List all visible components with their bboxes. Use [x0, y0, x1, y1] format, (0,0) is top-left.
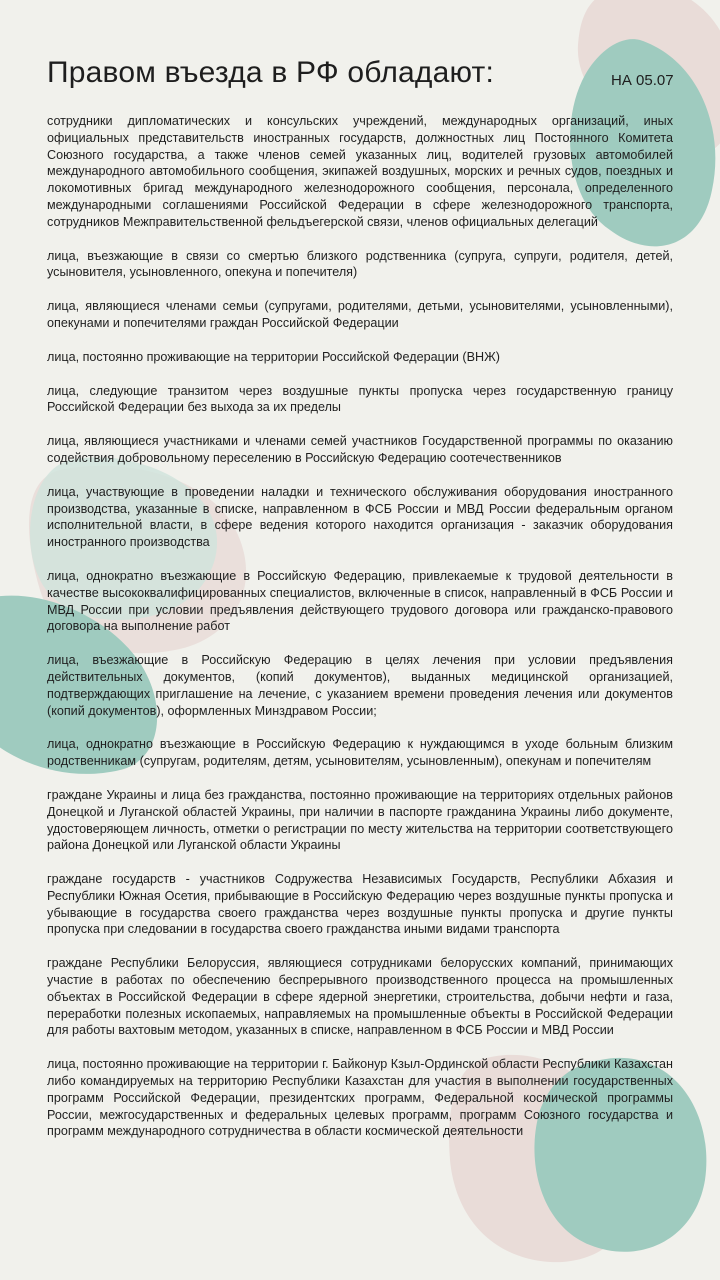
page-title: Правом въезда в РФ обладают:: [47, 56, 495, 89]
list-item: лица, однократно въезжающие в Российскую Федерацию к нуждающимся в уходе больным близким родственникам (супругам, родителям, детям, усыновителям, усыновленным), опекунам и попечителям: [47, 737, 673, 769]
list-item: лица, являющиеся членами семьи (супругами, родителями, детьми, усыновителями, усыновленными), опекунами и попечителями граждан Российской Федерации: [47, 299, 673, 330]
list-item: граждане государств - участников Содружества Независимых Государств, Республики Абхазия и Республики Южная Осетия, прибывающие в Российскую Федерацию через воздушные пункты пропуска и убывающие в государства своего гражданства через воздушные пункты пропуска и другие пункты пропуска при следовании в государства своего гражданства иными видами транспорта: [47, 872, 673, 937]
date-label: НА 05.07: [611, 72, 674, 89]
entry-rights-list: [47, 113, 673, 1157]
list-item: лица, следующие транзитом через воздушные пункты пропуска через государственную границу Российской Федерации без выхода за их пределы: [47, 383, 673, 415]
list-item: сотрудники дипломатических и консульских учреждений, международных организаций, иных официальных представительств иностранных государств, должностных лиц Постоянного Комитета Союзного государства, а также членов семей указанных лиц, водителей грузовых автомобилей международного автомобильного сообщения, экипажей воздушных, морских и речных судов, поездных и локомотивных бригад международного железнодорожного сообщения, персонала, определенного международными соглашениями Российской Федерации в сфере железнодорожного транспорта, сотрудников Межправительственной фельдъегерской связи, членов официальных делегаций: [47, 114, 673, 229]
list-item: лица, однократно въезжающие в Российскую Федерацию, привлекаемые к трудовой деятельности в качестве высококвалифицированных специалистов, включенные в список, направленный в ФСБ России и МВД России при условии предъявления действующего трудового договора или гражданско-правового договора на выполнение работ: [47, 568, 673, 634]
list-item: лица, постоянно проживающие на территории г. Байконур Кзыл-Ординской области Республики Казахстан либо командируемых на территорию Республики Казахстан для участия в выполнении государственных программ Российской Федерации, президентских программ, Федеральной космической программы России, межгосударственных и федеральных целевых программ, программ Союзного государства и программ международного сотрудничества в области космической деятельности: [47, 1057, 673, 1139]
list-item: лица, постоянно проживающие на территории Российской Федерации (ВНЖ): [47, 349, 500, 364]
list-item: граждане Украины и лица без гражданства, постоянно проживающие на территориях отдельных районов Донецкой и Луганской областей Украины, при наличии в паспорте гражданина Украины либо документе, удостоверяющем личность, отметки о регистрации по месту жительства на территории соответствующего района Донецкой или Луганской области Украины: [47, 787, 673, 853]
list-item: лица, являющиеся участниками и членами семей участников Государственной программы по оказанию содействия добровольному переселению в Российскую Федерацию соотечественников: [47, 434, 673, 465]
list-item: лица, участвующие в проведении наладки и технического обслуживания оборудования иностранного производства, указанные в списке, направленном в ФСБ России и МВД России федеральным органом исполнительной власти, в сфере ведения которого находится организация - заказчик оборудования иностранного производства: [47, 484, 673, 550]
list-item: лица, въезжающие в Российскую Федерацию в целях лечения при условии предъявления действительных документов, (копий документов), выданных медицинской организацией, подтверждающих приглашение на лечение, с указанием времени проведения лечения или документов (копий документов), оформленных Минздравом России;: [47, 653, 673, 718]
list-item: граждане Республики Белоруссия, являющиеся сотрудниками белорусских компаний, принимающих участие в работах по обеспечению беспрерывного производственного процесса на промышленных объектах в Российской Федерации в сфере ядерной энергетики, строительства, добычи нефти и газа, переработки полезных ископаемых, направляемых на промышленные объекты в Российской Федерации для работы вахтовым методом, указанных в списке, направленном в ФСБ России и МВД России: [47, 956, 673, 1038]
list-item: лица, въезжающие в связи со смертью близкого родственника (супруга, супруги, родителя, детей, усыновителя, усыновленного, опекуна и попечителя): [47, 248, 673, 280]
